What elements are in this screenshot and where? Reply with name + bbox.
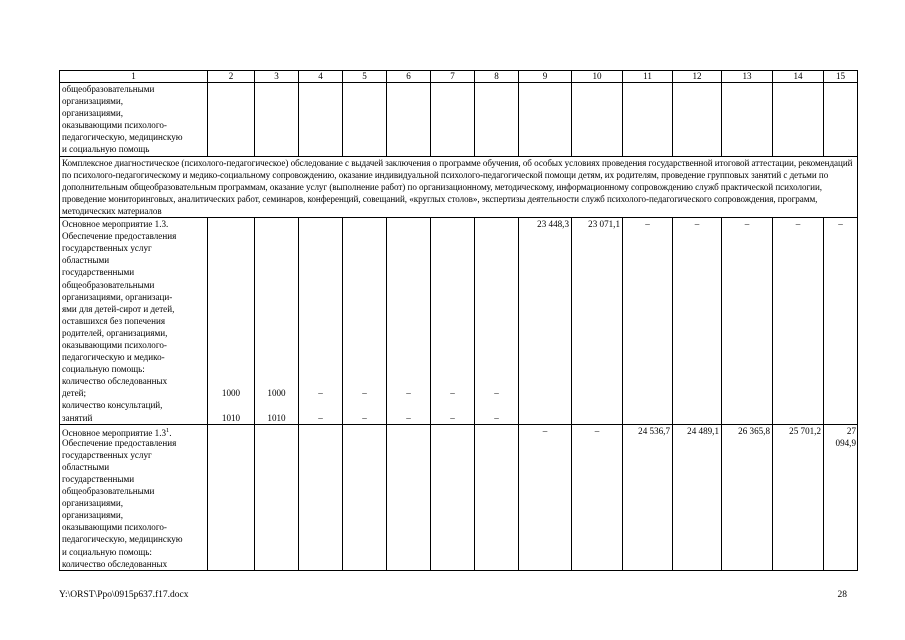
name-line: родителей, организациями,: [62, 327, 168, 338]
funding-cell: –: [519, 424, 572, 570]
value-cell: [387, 218, 431, 425]
name-line: Обеспечение предоставления: [62, 437, 177, 448]
name-line: организациями,: [62, 510, 124, 521]
name-line: [62, 425, 205, 437]
header-cell: 2: [208, 71, 255, 83]
value-cell: [208, 218, 255, 425]
table-row-continued: [60, 83, 858, 157]
row-name-cell: [60, 424, 208, 570]
name-line: организациями,: [62, 498, 124, 509]
name-line: оказывающими психолого-: [62, 339, 167, 350]
name-line: и социальную помощь:: [62, 546, 152, 557]
header-cell: 9: [519, 71, 572, 83]
name-line: детей;: [62, 388, 87, 399]
name-line: Основное мероприятие 1.3.: [62, 219, 169, 230]
footer-file-path: Y:\ORST\Ppo\0915p637.f17.docx: [59, 590, 189, 600]
funding-cell: –: [824, 218, 858, 425]
measure-superscript: 1: [166, 426, 170, 434]
name-line: оставшихся без попечения: [62, 315, 166, 326]
value-cell: [431, 218, 475, 425]
value-consultations: –: [450, 412, 455, 423]
value-children: –: [450, 388, 455, 399]
name-line: областными: [62, 255, 110, 266]
value-cell: [255, 218, 299, 425]
name-line: занятий: [62, 412, 93, 423]
value-consultations: 1010: [221, 412, 241, 423]
funding-cell: –: [722, 218, 773, 425]
name-line: и социальную помощь: [62, 144, 150, 155]
name-line: организациями,: [62, 96, 124, 107]
table-row-measure-1-3-1: [60, 424, 858, 570]
name-line: общеобразовательными: [62, 84, 155, 94]
funding-cell: 23 448,3: [519, 218, 572, 425]
value-children: –: [318, 388, 323, 399]
value-cell: [299, 218, 343, 425]
name-line: оказывающими психолого-: [62, 522, 167, 533]
header-cell: 15: [824, 71, 858, 83]
header-cell: 10: [572, 71, 623, 83]
name-line: оказывающими психолого-: [62, 120, 167, 131]
funding-cell: 25 701,2: [773, 424, 824, 570]
funding-cell: –: [623, 218, 673, 425]
name-line: государственными: [62, 267, 135, 278]
name-line: общеобразовательными: [62, 279, 155, 290]
name-line: государственными: [62, 474, 135, 484]
name-line: Обеспечение предоставления: [62, 231, 177, 242]
measure-dot: .: [169, 427, 172, 438]
header-cell: 14: [773, 71, 824, 83]
header-cell: 8: [475, 71, 519, 83]
funding-cell: –: [572, 424, 623, 570]
measure-title: Основное мероприятие 1.3: [62, 427, 167, 438]
name-line: количество консультаций,: [62, 400, 163, 411]
value-children: 1000: [221, 388, 241, 399]
table-row-measure-1-3: [60, 218, 858, 425]
name-line: количество обследованных: [62, 376, 168, 387]
name-line: областными: [62, 461, 110, 472]
value-consultations: –: [406, 412, 411, 423]
value-cell: [475, 218, 519, 425]
funding-cell: 23 071,1: [572, 218, 623, 425]
section-description: Комплексное диагностическое (психолого-педагогическое) обследование с выдачей заключения о программе обучения, об особых условиях проведения государственной итоговой аттестации, рекомендаций по психолого-педагогическому и медико-социальному сопровождению, оказание индивидуальной психолого-педагогической помощи детям, их родителям, проведение групповых занятий с детьми по дополнительным общеобразовательным программам, оказание услуг (выполнение работ) по организационному, методическому, информационному сопровождению служб практической психологии, проведение мониторинговых, аналитических работ, семинаров, конференций, совещаний, «круглых столов», экспертизы деятельности служб психолого-педагогического сопровождения, программ, методических материалов: [60, 156, 858, 217]
name-line: количество обследованных: [62, 558, 168, 569]
page-number: 28: [837, 590, 847, 600]
name-line: организациями,: [62, 108, 124, 119]
name-line: социальную помощь:: [62, 364, 145, 375]
value-children: –: [362, 388, 367, 399]
row-name-cell: [60, 218, 208, 425]
funding-cell: 24 536,7: [623, 424, 673, 570]
value-children: 1000: [267, 388, 286, 399]
funding-cell: –: [773, 218, 824, 425]
header-cell: 13: [722, 71, 773, 83]
name-line: ями для детей-сирот и детей,: [62, 303, 175, 314]
header-cell: 1: [60, 71, 208, 83]
name-line: педагогическую, медицинскую: [62, 132, 183, 143]
name-line: государственных услуг: [62, 243, 152, 254]
span-row: [60, 156, 858, 217]
value-children: –: [494, 388, 499, 399]
header-cell: 5: [343, 71, 387, 83]
header-cell: 11: [623, 71, 673, 83]
name-line: общеобразовательными: [62, 486, 155, 497]
funding-cell: 24 489,1: [673, 424, 722, 570]
header-cell: 3: [255, 71, 299, 83]
funding-cell: –: [673, 218, 722, 425]
name-line: педагогическую и медико-: [62, 352, 165, 363]
value-cell: [343, 218, 387, 425]
funding-cell: 26 365,8: [722, 424, 773, 570]
header-cell: 4: [299, 71, 343, 83]
value-consultations: –: [494, 412, 499, 423]
value-consultations: –: [362, 412, 367, 423]
name-line: государственных услуг: [62, 449, 152, 460]
program-table: [59, 70, 858, 571]
header-cell: 6: [387, 71, 431, 83]
header-row: [60, 71, 858, 83]
value-consultations: –: [318, 412, 323, 423]
header-cell: 7: [431, 71, 475, 83]
name-line: организациями, организаци-: [62, 291, 173, 302]
name-line: педагогическую, медицинскую: [62, 534, 183, 545]
funding-cell: 27 094,9: [824, 424, 858, 570]
value-children: –: [406, 388, 411, 399]
header-cell: 12: [673, 71, 722, 83]
value-consultations: 1010: [267, 412, 286, 423]
row-name-cell: [60, 83, 208, 157]
